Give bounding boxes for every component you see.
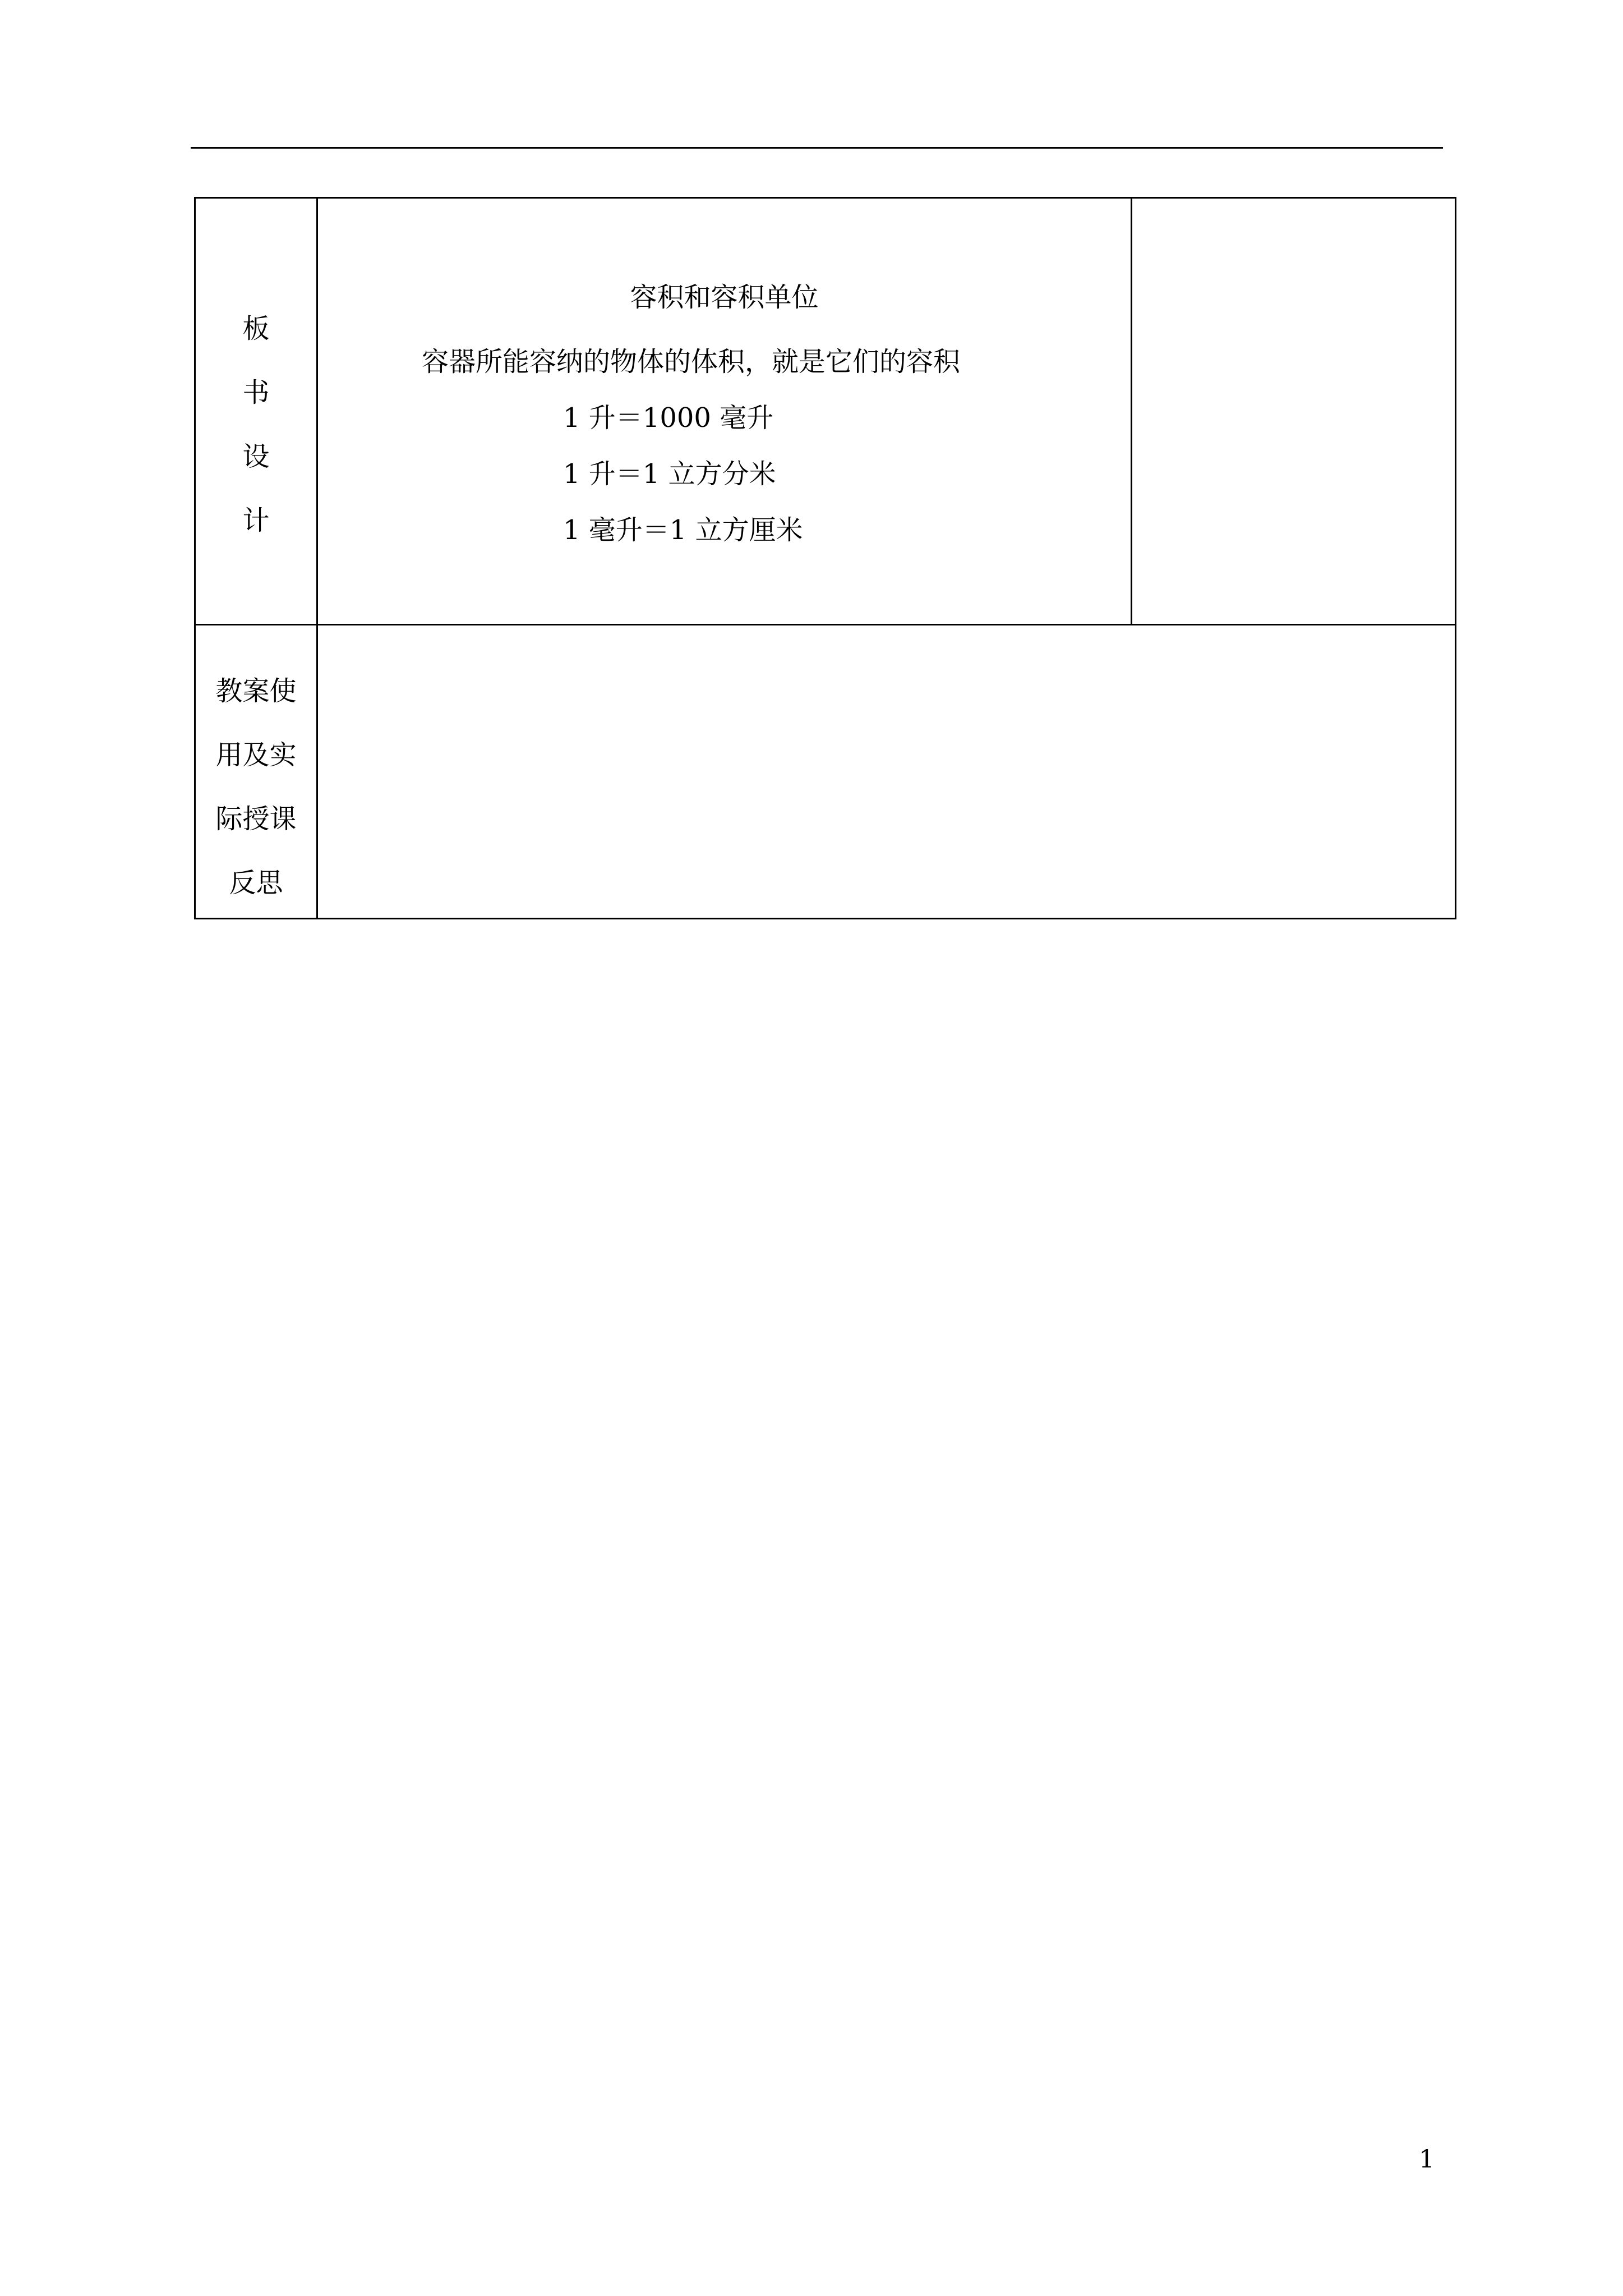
reflection-label-line: 用及实 [215,739,297,771]
board-label-char: 计 [242,505,270,536]
reflection-label [196,659,316,915]
board-design-row [195,198,1456,625]
board-design-label [196,297,316,553]
board-label-char: 书 [242,377,270,408]
board-label-char: 设 [242,441,270,472]
board-design-notes-cell [1132,198,1456,625]
reflection-row [195,625,1456,919]
reflection-label-line: 际授课 [215,803,297,835]
board-definition: 容器所能容纳的物体的体积，就是它们的容积 [422,346,961,378]
reflection-content-cell [317,625,1456,919]
equation-liter-cubic-decimeter: 1 升＝1 立方分米 [563,458,776,490]
reflection-label-line: 反思 [229,867,283,899]
lesson-plan-table [194,197,1456,919]
reflection-label-cell [195,625,317,919]
equation-liter-milliliter: 1 升＝1000 毫升 [563,402,774,434]
board-label-char: 板 [242,313,270,344]
board-design-label-cell [195,198,317,625]
board-design-content [318,199,1131,624]
board-design-content-cell [317,198,1132,625]
reflection-label-line: 教案使 [215,675,297,707]
equation-milliliter-cubic-centimeter: 1 毫升＝1 立方厘米 [563,514,803,546]
header-rule [191,147,1443,149]
page-number: 1 [1419,2145,1435,2174]
board-title: 容积和容积单位 [630,282,819,313]
